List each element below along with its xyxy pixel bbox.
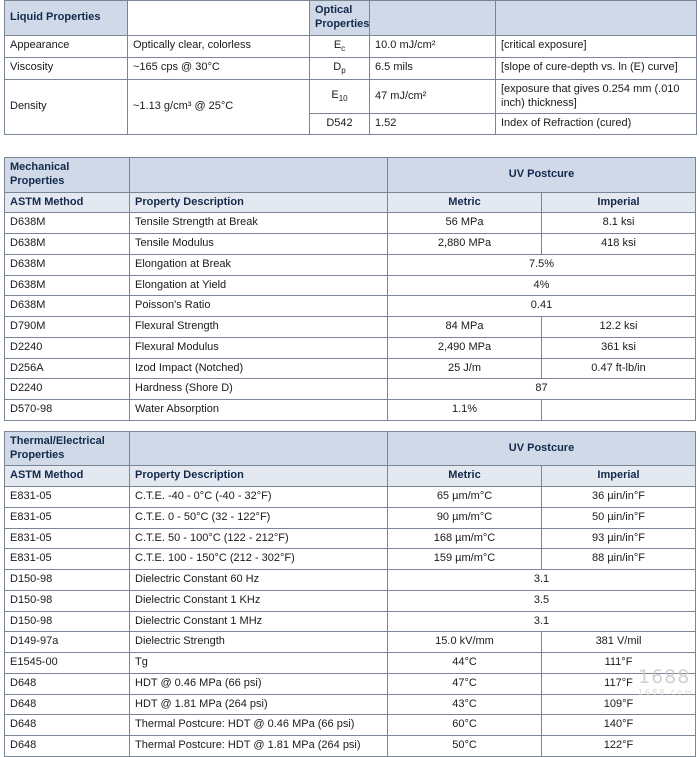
optical-properties-header-spacer2: [370, 1, 496, 36]
therm-desc-10: HDT @ 1.81 MPa (264 psi): [130, 694, 388, 715]
table-row: [5, 379, 696, 400]
therm-desc-9: HDT @ 0.46 MPa (66 psi): [130, 673, 388, 694]
thermal-col-imperial: Imperial: [542, 466, 696, 487]
therm-imperial-12: 122°F: [542, 736, 696, 757]
mech-imperial-7: 0.47 ft-lb/in: [542, 358, 696, 379]
mech-astm-0: D638M: [5, 213, 130, 234]
liquid-properties-header: Liquid Properties: [5, 1, 128, 36]
optical-ec-symbol-sub: c: [341, 43, 346, 53]
table-row: [5, 632, 696, 653]
mech-desc-1: Tensile Modulus: [130, 234, 388, 255]
table-row: [5, 431, 696, 466]
mech-imperial-0: 8.1 ksi: [542, 213, 696, 234]
table-row: [5, 213, 696, 234]
watermark-subtext: 1688.com: [638, 688, 694, 697]
mech-imperial-9: [542, 400, 696, 421]
therm-astm-2: E831-05: [5, 528, 130, 549]
liquid-density-value: ~1.13 g/cm³ @ 25°C: [128, 79, 310, 134]
therm-astm-5: D150-98: [5, 590, 130, 611]
mech-metric-1: 2,880 MPa: [388, 234, 542, 255]
table-row: [5, 570, 696, 591]
mech-metric-3: 4%: [388, 275, 696, 296]
table-row: [5, 254, 696, 275]
mech-desc-3: Elongation at Yield: [130, 275, 388, 296]
liquid-density-label: Density: [5, 79, 128, 134]
mech-imperial-5: 12.2 ksi: [542, 317, 696, 338]
table-row: [5, 275, 696, 296]
mech-metric-8: 87: [388, 379, 696, 400]
thermal-electrical-properties-table: [4, 431, 696, 757]
mech-desc-6: Flexural Modulus: [130, 337, 388, 358]
liquid-viscosity-value: ~165 cps @ 30°C: [128, 57, 310, 79]
mechanical-col-imperial: Imperial: [542, 192, 696, 213]
mech-metric-6: 2,490 MPa: [388, 337, 542, 358]
optical-ec-note: [critical exposure]: [496, 35, 697, 57]
therm-desc-12: Thermal Postcure: HDT @ 1.81 MPa (264 psi): [130, 736, 388, 757]
mech-imperial-6: 361 ksi: [542, 337, 696, 358]
therm-metric-10: 43°C: [388, 694, 542, 715]
therm-desc-5: Dielectric Constant 1 KHz: [130, 590, 388, 611]
therm-astm-10: D648: [5, 694, 130, 715]
table-row: [5, 192, 696, 213]
mech-desc-5: Flexural Strength: [130, 317, 388, 338]
properties-top-table: [4, 0, 697, 135]
mech-metric-0: 56 MPa: [388, 213, 542, 234]
therm-metric-3: 159 µm/m°C: [388, 549, 542, 570]
mech-desc-2: Elongation at Break: [130, 254, 388, 275]
table-row: [5, 590, 696, 611]
mech-astm-9: D570-98: [5, 400, 130, 421]
mech-metric-5: 84 MPa: [388, 317, 542, 338]
table-row: [5, 715, 696, 736]
therm-imperial-2: 93 µin/in°F: [542, 528, 696, 549]
table-row: [5, 358, 696, 379]
mech-astm-7: D256A: [5, 358, 130, 379]
therm-metric-5: 3.5: [388, 590, 696, 611]
therm-metric-9: 47°C: [388, 673, 542, 694]
table-row: [5, 507, 696, 528]
optical-e10-symbol-main: E: [331, 89, 339, 102]
table-row: [5, 549, 696, 570]
therm-imperial-0: 36 µin/in°F: [542, 487, 696, 508]
table-row: [5, 35, 697, 57]
thermal-col-metric: Metric: [388, 466, 542, 487]
block-spacer-2: [0, 421, 700, 431]
mech-metric-2: 7.5%: [388, 254, 696, 275]
mechanical-title-spacer: [130, 158, 388, 193]
optical-properties-header: Optical Properties: [310, 1, 370, 36]
liquid-appearance-label: Appearance: [5, 35, 128, 57]
table-row: [5, 337, 696, 358]
therm-astm-4: D150-98: [5, 570, 130, 591]
therm-desc-1: C.T.E. 0 - 50°C (32 - 122°F): [130, 507, 388, 528]
mech-astm-4: D638M: [5, 296, 130, 317]
mech-metric-7: 25 J/m: [388, 358, 542, 379]
block-spacer-1: [0, 135, 700, 157]
table-row: [5, 234, 696, 255]
therm-metric-6: 3.1: [388, 611, 696, 632]
table-row: [5, 158, 696, 193]
mechanical-title: Mechanical Properties: [5, 158, 130, 193]
optical-d542-value: 1.52: [370, 114, 496, 135]
therm-imperial-8: 111°F: [542, 653, 696, 674]
therm-desc-2: C.T.E. 50 - 100°C (122 - 212°F): [130, 528, 388, 549]
therm-metric-4: 3.1: [388, 570, 696, 591]
table-row: [5, 653, 696, 674]
optical-dp-value: 6.5 mils: [370, 57, 496, 79]
mech-desc-0: Tensile Strength at Break: [130, 213, 388, 234]
mech-imperial-1: 418 ksi: [542, 234, 696, 255]
mech-metric-9: 1.1%: [388, 400, 542, 421]
therm-desc-11: Thermal Postcure: HDT @ 0.46 MPa (66 psi): [130, 715, 388, 736]
optical-e10-symbol: [310, 79, 370, 114]
mech-desc-8: Hardness (Shore D): [130, 379, 388, 400]
mech-astm-1: D638M: [5, 234, 130, 255]
table-row: [5, 79, 697, 114]
therm-astm-1: E831-05: [5, 507, 130, 528]
therm-astm-12: D648: [5, 736, 130, 757]
therm-desc-3: C.T.E. 100 - 150°C (212 - 302°F): [130, 549, 388, 570]
thermal-title-spacer: [130, 431, 388, 466]
optical-dp-note: [slope of cure-depth vs. ln (E) curve]: [496, 57, 697, 79]
therm-metric-11: 60°C: [388, 715, 542, 736]
mech-metric-4: 0.41: [388, 296, 696, 317]
table-row: [5, 611, 696, 632]
liquid-properties-header-spacer: [128, 1, 310, 36]
optical-dp-symbol: [310, 57, 370, 79]
therm-desc-8: Tg: [130, 653, 388, 674]
thermal-col-astm: ASTM Method: [5, 466, 130, 487]
therm-astm-9: D648: [5, 673, 130, 694]
watermark-text: 1688: [638, 666, 691, 688]
therm-astm-7: D149-97a: [5, 632, 130, 653]
mechanical-postcure-header: UV Postcure: [388, 158, 696, 193]
optical-d542-note: Index of Refraction (cured): [496, 114, 697, 135]
table-row: [5, 57, 697, 79]
therm-astm-11: D648: [5, 715, 130, 736]
therm-imperial-1: 50 µin/in°F: [542, 507, 696, 528]
therm-metric-0: 65 µm/m°C: [388, 487, 542, 508]
mechanical-col-desc: Property Description: [130, 192, 388, 213]
mech-astm-6: D2240: [5, 337, 130, 358]
table-row: [5, 1, 697, 36]
thermal-postcure-header: UV Postcure: [388, 431, 696, 466]
therm-desc-6: Dielectric Constant 1 MHz: [130, 611, 388, 632]
mech-astm-5: D790M: [5, 317, 130, 338]
therm-imperial-3: 88 µin/in°F: [542, 549, 696, 570]
therm-metric-8: 44°C: [388, 653, 542, 674]
therm-desc-7: Dielectric Strength: [130, 632, 388, 653]
mech-desc-7: Izod Impact (Notched): [130, 358, 388, 379]
therm-desc-4: Dielectric Constant 60 Hz: [130, 570, 388, 591]
mech-desc-9: Water Absorption: [130, 400, 388, 421]
mechanical-col-astm: ASTM Method: [5, 192, 130, 213]
therm-astm-3: E831-05: [5, 549, 130, 570]
therm-astm-6: D150-98: [5, 611, 130, 632]
mech-desc-4: Poisson's Ratio: [130, 296, 388, 317]
optical-d542-symbol: D542: [310, 114, 370, 135]
optical-ec-symbol: [310, 35, 370, 57]
table-row: [5, 528, 696, 549]
liquid-viscosity-label: Viscosity: [5, 57, 128, 79]
table-row: [5, 296, 696, 317]
optical-properties-header-spacer3: [496, 1, 697, 36]
mechanical-properties-table: [4, 157, 696, 421]
therm-metric-7: 15.0 kV/mm: [388, 632, 542, 653]
therm-desc-0: C.T.E. -40 - 0°C (-40 - 32°F): [130, 487, 388, 508]
thermal-col-desc: Property Description: [130, 466, 388, 487]
optical-e10-note: [exposure that gives 0.254 mm (.010 inch) thickness]: [496, 79, 697, 114]
therm-astm-8: E1545-00: [5, 653, 130, 674]
thermal-title: Thermal/Electrical Properties: [5, 431, 130, 466]
optical-dp-symbol-main: D: [333, 60, 342, 73]
table-row: [5, 487, 696, 508]
optical-ec-symbol-main: E: [333, 38, 342, 51]
mech-astm-3: D638M: [5, 275, 130, 296]
optical-e10-value: 47 mJ/cm²: [370, 79, 496, 114]
mech-astm-2: D638M: [5, 254, 130, 275]
optical-dp-symbol-sub: p: [341, 65, 346, 75]
optical-ec-value: 10.0 mJ/cm²: [370, 35, 496, 57]
liquid-appearance-value: Optically clear, colorless: [128, 35, 310, 57]
table-row: [5, 673, 696, 694]
therm-astm-0: E831-05: [5, 487, 130, 508]
table-row: [5, 736, 696, 757]
therm-imperial-9: 117°F: [542, 673, 696, 694]
table-row: [5, 466, 696, 487]
optical-e10-symbol-sub: 10: [338, 94, 348, 104]
therm-imperial-10: 109°F: [542, 694, 696, 715]
therm-metric-2: 168 µm/m°C: [388, 528, 542, 549]
mechanical-col-metric: Metric: [388, 192, 542, 213]
therm-metric-1: 90 µm/m°C: [388, 507, 542, 528]
table-row: [5, 694, 696, 715]
therm-imperial-11: 140°F: [542, 715, 696, 736]
therm-imperial-7: 381 V/mil: [542, 632, 696, 653]
therm-metric-12: 50°C: [388, 736, 542, 757]
mech-astm-8: D2240: [5, 379, 130, 400]
table-row: [5, 317, 696, 338]
table-row: [5, 400, 696, 421]
